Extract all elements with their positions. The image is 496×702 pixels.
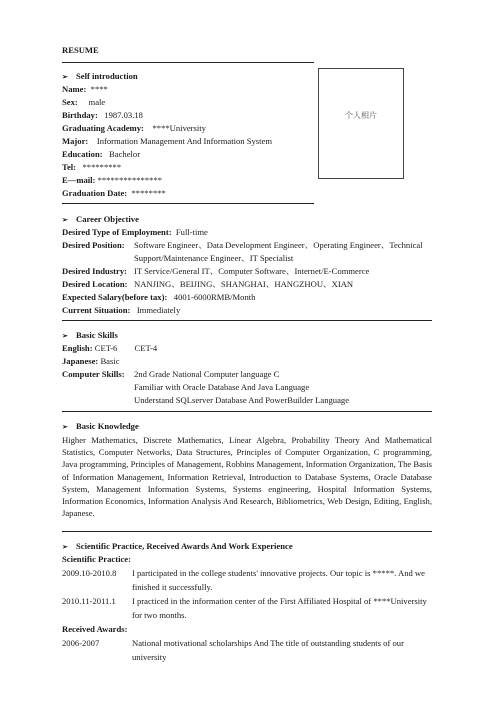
field-computer-label: Computer Skills: xyxy=(62,369,125,379)
divider xyxy=(62,411,432,412)
arrow-bullet-icon: ➢ xyxy=(62,73,68,81)
awards-subheading: Received Awards: xyxy=(62,624,128,634)
field-sex: Sex: male xyxy=(62,97,106,107)
practice-item1-date: 2009.10-2010.8 xyxy=(62,568,117,578)
divider xyxy=(62,531,432,532)
section-heading-career: ➢ Career Objective xyxy=(62,214,139,224)
divider xyxy=(62,62,314,63)
award-date: 2006-2007 xyxy=(62,638,100,648)
field-japanese: Japanese: Basic xyxy=(62,356,120,366)
knowledge-paragraph: Higher Mathematics, Discrete Mathematics, Linear Algebra, Probability Theory And Mathematical Statistics, Computer Networks, Data Structures, Principles of Computer Organization, C programming, Java programming, Principles of Management, Robbins Management, Information Organization, The Basis of Information Management, Information Retrieval, Introduction to Database Systems, Oracle Database System, Management Information Systems, Systems engineering, Hospital Information Systems, Information Economics, Information Analysis And Research, Bibliometrics, Web Design, Editing, English, Japanese. xyxy=(62,435,432,519)
arrow-bullet-icon: ➢ xyxy=(62,423,68,431)
field-position-line1: Software Engineer、Data Development Engineer、Operating Engineer、Technical xyxy=(134,240,423,250)
field-position-line2: Support/Maintenance Engineer、IT Specialist xyxy=(134,253,294,263)
arrow-bullet-icon: ➢ xyxy=(62,216,68,224)
field-email: E—mail: *************** xyxy=(62,175,163,185)
practice-item1-line1: I participated in the college students' innovative projects. Our topic is *****. And we xyxy=(132,568,425,578)
field-english: English: CET-6 CET-4 xyxy=(62,343,158,353)
field-location-label: Desired Location: xyxy=(62,279,128,289)
field-education: Education: Bachelor xyxy=(62,149,141,159)
field-tel: Tel: ********* xyxy=(62,162,122,172)
arrow-bullet-icon: ➢ xyxy=(62,543,68,551)
field-situation: Current Situation: Immediately xyxy=(62,305,181,315)
practice-item1-line2: finished it successfully. xyxy=(132,582,213,592)
arrow-bullet-icon: ➢ xyxy=(62,332,68,340)
divider xyxy=(62,320,432,321)
section-heading-self-intro: ➢ Self introduction xyxy=(62,71,138,81)
field-computer-line2: Familiar with Oracle Database And Java Language xyxy=(134,382,310,392)
field-position-label: Desired Position: xyxy=(62,240,125,250)
photo-box xyxy=(318,68,404,179)
award-line1: National motivational scholarships And The title of outstanding students of our xyxy=(132,638,404,648)
field-academy: Graduating Academy: ****University xyxy=(62,123,206,133)
photo-label: 个人相片 xyxy=(345,111,377,120)
section-heading-knowledge: ➢ Basic Knowledge xyxy=(62,421,139,431)
field-location-value: NANJING、BEIJING、SHANGHAI、HANGZHOU、XIAN xyxy=(134,279,354,289)
practice-item2-line1: I practiced in the information center of the First Affiliated Hospital of ****University xyxy=(132,596,427,606)
section-heading-skills: ➢ Basic Skills xyxy=(62,330,118,340)
field-industry-label: Desired Industry: xyxy=(62,266,128,276)
field-major: Major: Information Management And Information System xyxy=(62,136,273,146)
field-graduation-date: Graduation Date: ******** xyxy=(62,188,166,198)
practice-item2-line2: for two months. xyxy=(132,610,187,620)
divider xyxy=(62,203,314,204)
field-name: Name: **** xyxy=(62,84,108,94)
practice-subheading: Scientific Practice: xyxy=(62,554,131,564)
field-industry-value: IT Service/General IT、Computer Software、Internet/E-Commerce xyxy=(134,266,370,276)
field-salary: Expected Salary(before tax): 4001-6000RMB/Month xyxy=(62,292,256,302)
resume-title: RESUME xyxy=(62,45,99,55)
section-heading-practice: ➢ Scientific Practice, Received Awards And Work Experience xyxy=(62,541,293,551)
field-birthday: Birthday: 1987.03.18 xyxy=(62,110,143,120)
field-employment-type: Desired Type of Employment: Full-time xyxy=(62,227,208,237)
award-line2: university xyxy=(132,652,167,662)
field-computer-line1: 2nd Grade National Computer language C xyxy=(134,369,280,379)
field-computer-line3: Understand SQLserver Database And PowerBuilder Language xyxy=(134,395,350,405)
practice-item2-date: 2010.11-2011.1 xyxy=(62,596,116,606)
